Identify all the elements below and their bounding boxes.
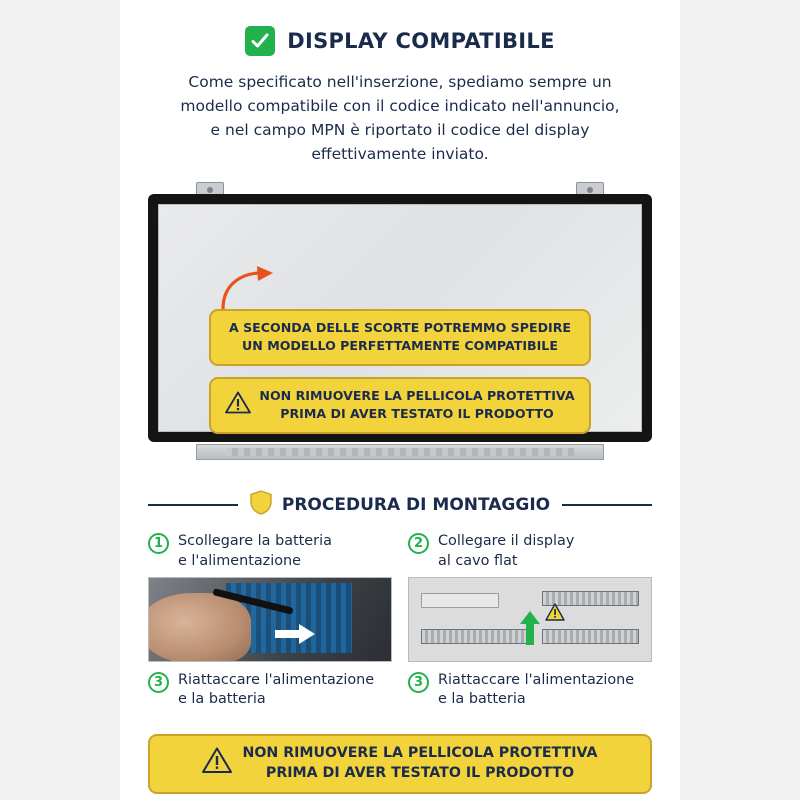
step-3-right [408, 671, 652, 710]
header [120, 0, 680, 56]
step-2-line-2: al cavo flat [438, 552, 518, 569]
curved-arrow-icon [217, 265, 279, 315]
compatibility-badge [209, 309, 591, 366]
warning-icon-small [545, 603, 565, 625]
flat-cable [421, 629, 527, 644]
white-arrow-icon [275, 624, 315, 648]
bottom-warning-banner [148, 734, 652, 794]
step-3-left-line-1: Riattaccare l'alimentazione [178, 671, 375, 688]
procedure-title: PROCEDURA DI MONTAGGIO [281, 495, 551, 516]
display-backlight-strip [226, 448, 574, 456]
warning-icon [225, 391, 251, 419]
step-1-line-1: Scollegare la batteria [178, 533, 332, 550]
step-2-photo [408, 577, 652, 662]
step-2-number: 2 [408, 533, 429, 554]
step-3-left-number: 3 [148, 672, 169, 693]
film-warning-line-2: PRIMA DI AVER TESTATO IL PRODOTTO [280, 406, 554, 422]
display-bezel [148, 194, 652, 442]
divider-left [148, 504, 238, 506]
step-1-number: 1 [148, 533, 169, 554]
film-warning-badge [209, 377, 591, 434]
shield-icon [250, 490, 272, 520]
step-3-right-line-1: Riattaccare l'alimentazione [438, 671, 635, 688]
intro-line-2: modello compatibile con il codice indicato nell'annuncio, [180, 97, 620, 116]
warning-icon-banner [202, 747, 232, 781]
page-title: DISPLAY COMPATIBILE [287, 29, 555, 53]
intro-line-4: effettivamente inviato. [311, 145, 489, 164]
step-1-photo [148, 577, 392, 662]
step-3-left [148, 671, 392, 710]
film-warning-line-1: NON RIMUOVERE LA PELLICOLA PROTETTIVA [259, 388, 575, 404]
compatibility-badge-line-2: UN MODELLO PERFETTAMENTE COMPATIBILE [242, 338, 558, 354]
display-connector-bottom [542, 629, 639, 644]
step-3-right-line-2: e la batteria [438, 691, 526, 708]
intro-paragraph [148, 70, 652, 166]
procedure-steps [148, 532, 652, 716]
content-sheet [120, 0, 680, 800]
step-2-line-1: Collegare il display [438, 533, 575, 550]
intro-line-3: e nel campo MPN è riportato il codice del display [210, 121, 590, 140]
check-icon [245, 26, 275, 56]
display-illustration [148, 182, 652, 472]
step-1-line-2: e l'alimentazione [178, 552, 301, 569]
bottom-banner-line-1: NON RIMUOVERE LA PELLICOLA PROTETTIVA [242, 745, 598, 762]
intro-line-1: Come specificato nell'inserzione, spediamo sempre un [188, 73, 612, 91]
step-3-right-number: 3 [408, 672, 429, 693]
bottom-banner-line-2: PRIMA DI AVER TESTATO IL PRODOTTO [265, 765, 575, 782]
step-2 [408, 532, 652, 571]
hand [148, 593, 251, 662]
display-panel [158, 204, 642, 432]
step-1 [148, 532, 392, 571]
step-3-left-line-2: e la batteria [178, 691, 266, 708]
procedure-header [148, 490, 652, 520]
compatibility-badge-line-1: A SECONDA DELLE SCORTE POTREMMO SPEDIRE [228, 320, 572, 336]
divider-right [562, 504, 652, 506]
flat-cable-socket [421, 593, 498, 608]
green-up-arrow-icon [520, 611, 540, 649]
